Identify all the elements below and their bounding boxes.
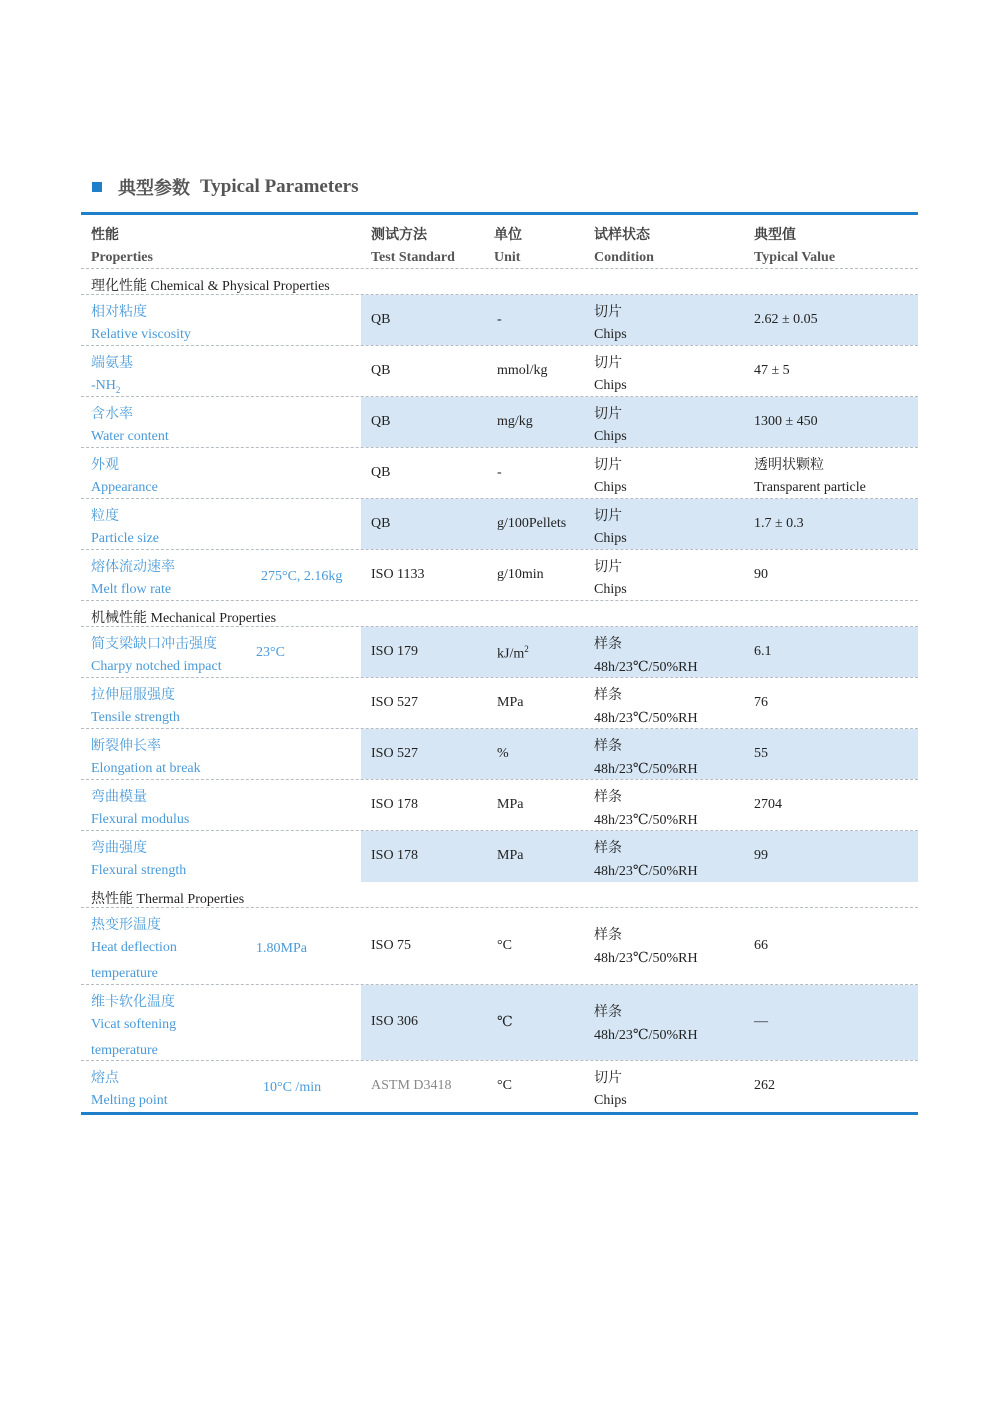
property-en (91, 582, 171, 598)
cell-condition (584, 550, 744, 600)
property-en-line2: temperature (91, 966, 158, 981)
table-header-row (81, 215, 918, 269)
property-zh: 拉伸屈服强度 (91, 687, 175, 703)
property-en-text: Relative viscosity (91, 327, 191, 342)
typical-value: 99 (754, 848, 768, 863)
unit-text: g/100Pellets (497, 516, 567, 531)
condition-en: Chips (594, 327, 627, 342)
header-test-standard-en: Test Standard (371, 250, 455, 265)
typical-value-en: Transparent particle (754, 480, 866, 495)
property-en-text: Vicat softening (91, 1017, 177, 1032)
cell-value (744, 295, 918, 345)
cell-standard (361, 448, 484, 498)
typical-value: 90 (754, 567, 768, 582)
cell-property (81, 627, 361, 677)
table-row (81, 346, 918, 397)
property-zh: 熔体流动速率 (91, 559, 175, 575)
section-thermal-en: Thermal Properties (136, 892, 245, 907)
cell-standard (361, 831, 484, 882)
table-row (81, 908, 918, 985)
cell-unit (484, 550, 584, 600)
unit-text: g/10min (497, 567, 544, 582)
cell-unit (484, 346, 584, 396)
cell-value (744, 678, 918, 728)
property-en-text: Melting point (91, 1093, 168, 1108)
property-en (91, 761, 201, 777)
square-bullet-icon (92, 182, 102, 192)
property-zh: 粒度 (91, 508, 119, 524)
section-thermal-zh: 热性能 (91, 891, 133, 907)
cell-unit (484, 678, 584, 728)
typical-value: 透明状颗粒 (754, 457, 824, 473)
header-properties-en: Properties (91, 250, 153, 265)
typical-value: 55 (754, 746, 768, 761)
test-standard: QB (371, 363, 391, 378)
cell-property (81, 678, 361, 728)
typical-value: 262 (754, 1078, 775, 1093)
cell-unit (484, 397, 584, 447)
property-zh: 维卡软化温度 (91, 994, 175, 1010)
cell-condition (584, 448, 744, 498)
cell-value (744, 729, 918, 779)
test-standard: QB (371, 312, 391, 327)
property-en (91, 710, 180, 726)
cell-property (81, 780, 361, 830)
cell-standard (361, 346, 484, 396)
property-en-line2: temperature (91, 1043, 158, 1058)
typical-value: 6.1 (754, 644, 772, 659)
cell-condition (584, 729, 744, 779)
cell-condition (584, 1061, 744, 1112)
unit-text: kJ/m (497, 646, 525, 662)
cell-unit (484, 627, 584, 677)
cell-value (744, 908, 918, 984)
typical-value: 2704 (754, 797, 782, 812)
cell-property (81, 295, 361, 345)
condition-en: 48h/23℃/50%RH (594, 1028, 698, 1043)
section-row-thermal (81, 882, 918, 908)
condition-zh: 样条 (594, 927, 622, 943)
cell-condition (584, 346, 744, 396)
condition-en: Chips (594, 1093, 627, 1108)
condition-zh: 样条 (594, 840, 622, 856)
section-title-en: Typical Parameters (200, 176, 359, 197)
cell-unit (484, 499, 584, 549)
cell-standard (361, 1061, 484, 1112)
table-row (81, 1061, 918, 1112)
condition-zh: 切片 (594, 508, 622, 524)
header-unit (484, 215, 584, 268)
cell-property (81, 397, 361, 447)
condition-en: Chips (594, 429, 627, 444)
condition-zh: 样条 (594, 1004, 622, 1020)
cell-value (744, 499, 918, 549)
property-zh: 熔点 (91, 1070, 119, 1086)
cell-property (81, 550, 361, 600)
test-condition: 23°C (256, 645, 285, 660)
section-mechanical-zh: 机械性能 (91, 610, 147, 626)
cell-unit (484, 1061, 584, 1112)
table-row (81, 627, 918, 678)
unit-text: % (497, 746, 509, 761)
condition-zh: 样条 (594, 636, 622, 652)
cell-property (81, 831, 361, 882)
cell-value (744, 627, 918, 677)
unit (497, 938, 512, 954)
unit (497, 746, 509, 762)
cell-condition (584, 397, 744, 447)
unit (497, 797, 523, 813)
test-standard: QB (371, 516, 391, 531)
property-en (91, 1093, 168, 1109)
test-condition: 1.80MPa (256, 941, 307, 956)
property-en-text: Appearance (91, 480, 158, 495)
header-condition-zh: 试样状态 (594, 227, 650, 243)
condition-en: Chips (594, 480, 627, 495)
cell-condition (584, 831, 744, 882)
unit-text: MPa (497, 848, 524, 863)
table-row (81, 729, 918, 780)
property-zh: 端氨基 (91, 355, 133, 371)
header-condition-en: Condition (594, 250, 654, 265)
cell-value (744, 397, 918, 447)
header-unit-en: Unit (494, 250, 521, 265)
condition-zh: 样条 (594, 789, 622, 805)
cell-unit (484, 780, 584, 830)
cell-condition (584, 908, 744, 984)
cell-condition (584, 678, 744, 728)
table-row (81, 448, 918, 499)
property-en-text: Elongation at break (91, 761, 201, 776)
condition-en: 48h/23℃/50%RH (594, 951, 698, 966)
cell-standard (361, 780, 484, 830)
cell-unit (484, 448, 584, 498)
table-row (81, 295, 918, 346)
section-chemical-zh: 理化性能 (91, 278, 147, 294)
property-en-text: Heat deflection (91, 940, 177, 955)
cell-property (81, 448, 361, 498)
cell-standard (361, 678, 484, 728)
test-standard: ISO 1133 (371, 567, 425, 582)
property-en-text: -NH (91, 378, 116, 393)
property-en (91, 940, 177, 956)
cell-value (744, 1061, 918, 1112)
cell-standard (361, 627, 484, 677)
section-chemical-en: Chemical & Physical Properties (150, 279, 330, 294)
table-row (81, 397, 918, 448)
condition-en: Chips (594, 531, 627, 546)
typical-value: 1.7 ± 0.3 (754, 516, 804, 531)
cell-property (81, 985, 361, 1060)
test-condition: 275°C, 2.16kg (261, 569, 343, 584)
test-standard: QB (371, 414, 391, 429)
condition-zh: 切片 (594, 559, 622, 575)
property-en-text: Melt flow rate (91, 582, 172, 597)
condition-zh: 切片 (594, 1070, 622, 1086)
table-row (81, 550, 918, 601)
unit (497, 414, 533, 430)
cell-unit (484, 985, 584, 1060)
cell-standard (361, 397, 484, 447)
condition-zh: 切片 (594, 304, 622, 320)
unit (497, 363, 548, 379)
typical-value: 66 (754, 938, 768, 953)
property-zh: 相对粘度 (91, 304, 147, 320)
property-en-text: Tensile strength (91, 710, 180, 725)
property-en (91, 480, 158, 496)
cell-standard (361, 550, 484, 600)
property-zh: 热变形温度 (91, 917, 161, 933)
condition-zh: 切片 (594, 406, 622, 422)
test-standard: ASTM D3418 (371, 1078, 452, 1093)
header-unit-zh: 单位 (494, 227, 522, 243)
unit (497, 567, 544, 583)
test-standard: ISO 179 (371, 644, 419, 659)
cell-value (744, 985, 918, 1060)
header-condition (584, 215, 744, 268)
property-zh: 断裂伸长率 (91, 738, 161, 754)
typical-value: 2.62 ± 0.05 (754, 312, 818, 327)
condition-en: 48h/23℃/50%RH (594, 813, 698, 828)
cell-property (81, 1061, 361, 1112)
property-en-text: Flexural modulus (91, 812, 190, 827)
header-typical-value-en: Typical Value (754, 250, 836, 265)
unit-text: ℃ (497, 1015, 513, 1030)
header-test-standard-zh: 测试方法 (371, 227, 427, 243)
property-en-text: Charpy notched impact (91, 659, 222, 674)
cell-condition (584, 499, 744, 549)
cell-standard (361, 729, 484, 779)
property-en-text: Water content (91, 429, 169, 444)
property-en (91, 812, 189, 828)
table-row (81, 985, 918, 1061)
section-row-mechanical (81, 601, 918, 627)
test-standard: ISO 306 (371, 1014, 419, 1029)
cell-standard (361, 295, 484, 345)
unit-superscript: 2 (524, 644, 529, 654)
cell-standard (361, 908, 484, 984)
section-mechanical-en: Mechanical Properties (150, 611, 277, 626)
unit-text: - (497, 312, 502, 327)
table-row (81, 678, 918, 729)
section-title-zh: 典型参数 (118, 178, 190, 199)
property-en (91, 378, 120, 395)
cell-condition (584, 627, 744, 677)
header-test-standard (361, 215, 484, 268)
unit-text: mmol/kg (497, 363, 548, 378)
condition-zh: 切片 (594, 355, 622, 371)
unit (497, 1078, 512, 1094)
cell-standard (361, 985, 484, 1060)
unit (497, 312, 502, 328)
header-typical-value-zh: 典型值 (754, 227, 796, 243)
table-row (81, 831, 918, 882)
condition-zh: 样条 (594, 738, 622, 754)
property-zh: 含水率 (91, 406, 133, 422)
cell-condition (584, 985, 744, 1060)
table-row (81, 780, 918, 831)
test-standard: ISO 75 (371, 938, 412, 953)
property-zh: 外观 (91, 457, 119, 473)
cell-value (744, 448, 918, 498)
condition-en: 48h/23℃/50%RH (594, 864, 698, 879)
cell-unit (484, 729, 584, 779)
header-properties (81, 215, 361, 268)
property-en (91, 531, 159, 547)
test-standard: ISO 527 (371, 695, 419, 710)
cell-value (744, 831, 918, 882)
table-row (81, 499, 918, 550)
unit-text: °C (497, 1078, 512, 1093)
unit (497, 695, 523, 711)
unit-text: MPa (497, 797, 524, 812)
unit (497, 848, 523, 864)
condition-zh: 样条 (594, 687, 622, 703)
condition-en: 48h/23℃/50%RH (594, 711, 698, 726)
cell-value (744, 550, 918, 600)
unit (497, 465, 502, 481)
parameters-table (81, 212, 918, 1115)
test-standard: QB (371, 465, 391, 480)
unit-text: MPa (497, 695, 524, 710)
section-title (92, 174, 358, 200)
property-en (91, 863, 186, 879)
cell-property (81, 346, 361, 396)
cell-property (81, 729, 361, 779)
test-condition: 10°C /min (263, 1080, 322, 1095)
cell-condition (584, 780, 744, 830)
condition-en: Chips (594, 582, 627, 597)
property-zh: 弯曲强度 (91, 840, 147, 856)
property-zh: 简支梁缺口冲击强度 (91, 636, 217, 652)
unit-text: °C (497, 938, 512, 953)
cell-condition (584, 295, 744, 345)
cell-unit (484, 831, 584, 882)
typical-value: — (754, 1014, 768, 1029)
header-typical-value (744, 215, 918, 268)
property-en-text: Particle size (91, 531, 160, 546)
unit-text: mg/kg (497, 414, 533, 429)
condition-en: 48h/23℃/50%RH (594, 762, 698, 777)
property-subscript: 2 (115, 384, 121, 395)
cell-standard (361, 499, 484, 549)
header-properties-zh: 性能 (91, 227, 119, 243)
property-zh: 弯曲模量 (91, 789, 147, 805)
cell-property (81, 908, 361, 984)
condition-en: Chips (594, 378, 627, 393)
unit (497, 516, 566, 532)
property-en-text: Flexural strength (91, 863, 187, 878)
property-en (91, 1017, 176, 1033)
typical-value: 47 ± 5 (754, 363, 790, 378)
cell-unit (484, 295, 584, 345)
cell-unit (484, 908, 584, 984)
cell-property (81, 499, 361, 549)
cell-value (744, 780, 918, 830)
condition-zh: 切片 (594, 457, 622, 473)
test-standard: ISO 178 (371, 848, 419, 863)
condition-en: 48h/23℃/50%RH (594, 660, 698, 675)
property-en (91, 429, 169, 445)
typical-value: 1300 ± 450 (754, 414, 818, 429)
unit-text: - (497, 465, 502, 480)
property-en (91, 659, 222, 675)
test-standard: ISO 527 (371, 746, 419, 761)
section-row-chemical (81, 269, 918, 295)
cell-value (744, 346, 918, 396)
unit (497, 1014, 513, 1031)
typical-value: 76 (754, 695, 768, 710)
test-standard: ISO 178 (371, 797, 419, 812)
property-en (91, 327, 191, 343)
unit (497, 644, 529, 663)
